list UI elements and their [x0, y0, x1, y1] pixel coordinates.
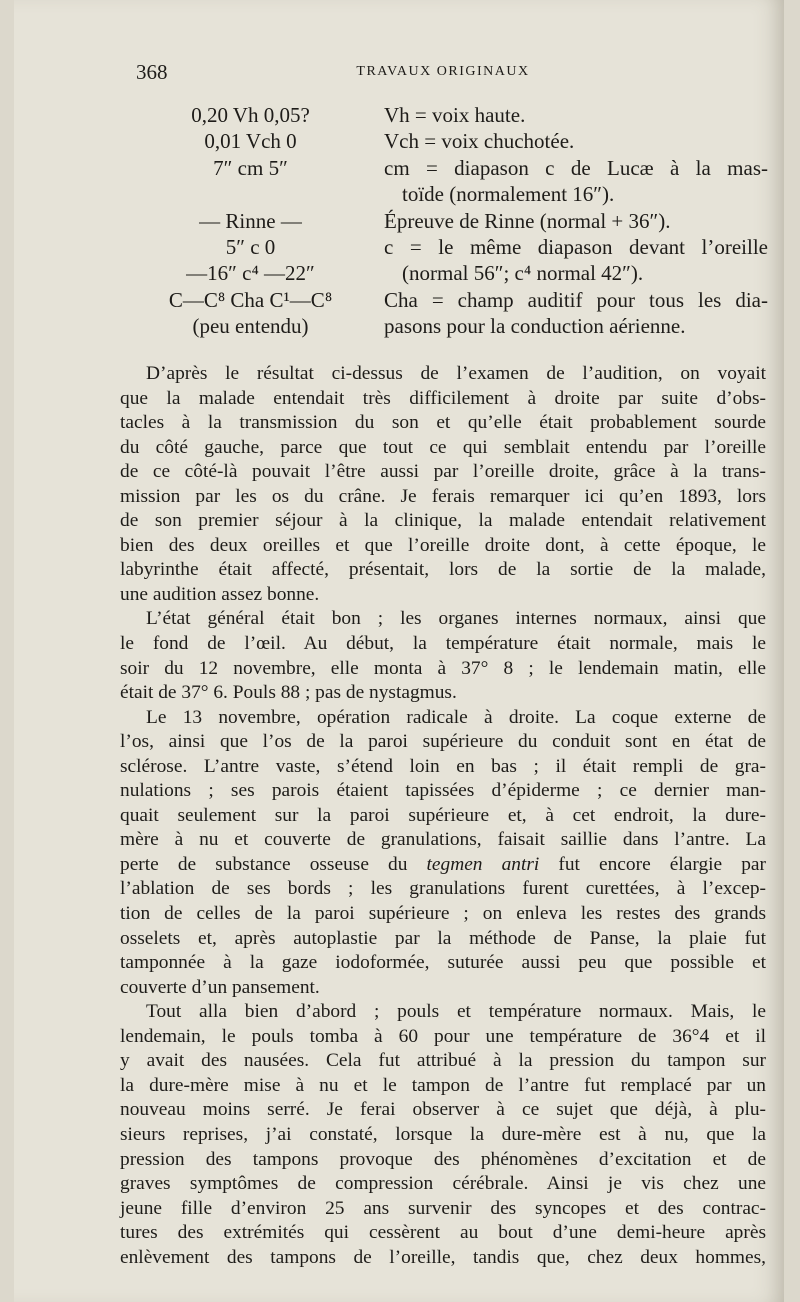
- test-value-line: C—C⁸ Cha C¹—C⁸: [168, 287, 333, 312]
- text-line: soir du 12 novembre, elle monta à 37° 8 ; le lendemain matin, elle: [120, 657, 766, 679]
- abbreviation-legend: [384, 102, 768, 340]
- text-line: Le 13 novembre, opération radicale à droite. La coque externe de: [146, 706, 766, 728]
- text-line: nouveau moins serré. Je ferai observer à ce sujet que déjà, à plu-: [120, 1099, 766, 1121]
- test-value-line: (peu entendu): [192, 314, 309, 339]
- journal-title: TRAVAUX ORIGINAUX: [356, 64, 530, 79]
- results-spacer: [138, 181, 363, 207]
- text-line: osselets et, après autoplastie par la méthode de Panse, la plaie fut: [120, 927, 766, 949]
- legend-line: c = le même diapason devant l’oreille: [384, 234, 768, 259]
- text-line: labyrinthe était affecté, présentait, lors de la sortie de la malade,: [120, 559, 766, 581]
- paragraph: [120, 362, 766, 607]
- hearing-test-results: [120, 102, 766, 342]
- text-line: enlèvement des tampons de l’oreille, tandis que, chez deux hommes,: [120, 1246, 766, 1268]
- legend-line: Vh = voix haute.: [384, 103, 526, 127]
- text-line: le fond de l’œil. Au début, la température était normale, mais le: [120, 633, 766, 655]
- text-line: tamponnée à la gaze iodoformée, suturée aussi peu que possible et: [120, 952, 766, 974]
- test-value-line: —16″ c⁴ —22″: [186, 261, 315, 286]
- test-value-line: 0,01 Vch 0: [204, 129, 297, 154]
- paragraph: [120, 1000, 766, 1270]
- text-line: de son premier séjour à la clinique, la malade entendait relativement: [120, 510, 766, 532]
- text-line: l’ablation de ses bords ; les granulations furent curettées, à l’excep-: [120, 878, 766, 900]
- legend-line: (normal 56″; c⁴ normal 42″).: [402, 261, 644, 286]
- legend-line: Épreuve de Rinne (normal + 36″).: [384, 208, 671, 233]
- text-line: Tout alla bien d’abord ; pouls et température normaux. Mais, le: [146, 1001, 766, 1023]
- text-line: la dure-mère mise à nu et le tampon de l’antre fut remplacé par un: [120, 1074, 766, 1096]
- text-line: sclérose. L’antre vaste, s’étend loin en bas ; il était rempli de gra-: [120, 755, 766, 777]
- paragraph: [120, 607, 766, 705]
- legend-line: Vch = voix chuchotée.: [384, 129, 575, 154]
- text-line: tures des extrémités qui cessèrent au bout d’une demi-heure après: [120, 1222, 766, 1244]
- test-value-line: 7″ cm 5″: [213, 155, 288, 180]
- text-line: L’état général était bon ; les organes internes normaux, ainsi que: [146, 608, 766, 630]
- legend-line: pasons pour la conduction aérienne.: [384, 314, 686, 339]
- text-line: jeune fille d’environ 25 ans survenir des syncopes et des contrac-: [120, 1197, 766, 1219]
- text-line: une audition assez bonne.: [120, 583, 320, 605]
- text-line: pression des tampons provoque des phénomènes d’excitation et de: [120, 1148, 766, 1170]
- text-line: mère à nu et couverte de granulations, faisait saillie dans l’antre. La: [120, 829, 766, 851]
- text-line: D’après le résultat ci-dessus de l’examen de l’audition, on voyait: [146, 363, 766, 384]
- text-line: nulations ; ses parois étaient tapissées d’épiderme ; ce dernier man-: [120, 780, 766, 802]
- text-line: de ce côté-là pouvait l’être aussi par l’oreille droite, grâce à la trans-: [120, 461, 766, 483]
- legend-line: toïde (normalement 16″).: [402, 182, 615, 207]
- text-line: que la malade entendait très difficilement à droite par suite d’obs-: [120, 387, 766, 409]
- text-line: mission par les os du crâne. Je ferais remarquer ici qu’en 1893, lors: [120, 485, 766, 507]
- page-number: 368: [136, 60, 168, 84]
- text-line: l’os, ainsi que l’os de la paroi supérieure du conduit sont en état de: [120, 731, 766, 753]
- test-value-line: 0,20 Vh 0,05?: [191, 103, 310, 127]
- test-value-line: — Rinne —: [199, 208, 302, 233]
- latin-term: tegmen antri: [426, 853, 540, 875]
- test-value-line: 5″ c 0: [225, 234, 276, 259]
- text-line: sieurs reprises, j’ai constaté, lorsque la dure-mère est à nu, que la: [120, 1123, 766, 1145]
- text-line: tacles à la transmission du son et qu’elle était probablement sourde: [120, 412, 766, 434]
- paragraph: [120, 706, 766, 1001]
- test-values-column: [138, 102, 363, 340]
- text-line: lendemain, le pouls tomba à 60 pour une température de 36°4 et il: [120, 1025, 766, 1047]
- text-line: graves symptômes de compression cérébrale. Ainsi je vis chez une: [120, 1173, 766, 1195]
- running-head: [120, 60, 766, 88]
- text-line: bien des deux oreilles et que l’oreille droite dont, à cette époque, le: [120, 534, 766, 556]
- text-line: tion de celles de la paroi supérieure ; on enleva les restes des grands: [120, 903, 766, 925]
- text-line: était de 37° 6. Pouls 88 ; pas de nystagmus.: [120, 682, 457, 704]
- text-line: couverte d’un pansement.: [120, 976, 320, 998]
- legend-line: Cha = champ auditif pour tous les dia-: [384, 287, 768, 312]
- text-line: quait seulement sur la paroi supérieure et, à cet endroit, la dure-: [120, 804, 766, 826]
- body-text: [120, 362, 766, 1270]
- text-line: y avait des nausées. Cela fut attribué à la pression du tampon sur: [120, 1050, 766, 1072]
- legend-line: cm = diapason c de Lucæ à la mas-: [384, 155, 768, 180]
- text-line: perte de substance osseuse du tegmen antri fut encore élargie par: [120, 853, 766, 875]
- text-line: du côté gauche, parce que tout ce qui semblait entendu par l’oreille: [120, 436, 766, 458]
